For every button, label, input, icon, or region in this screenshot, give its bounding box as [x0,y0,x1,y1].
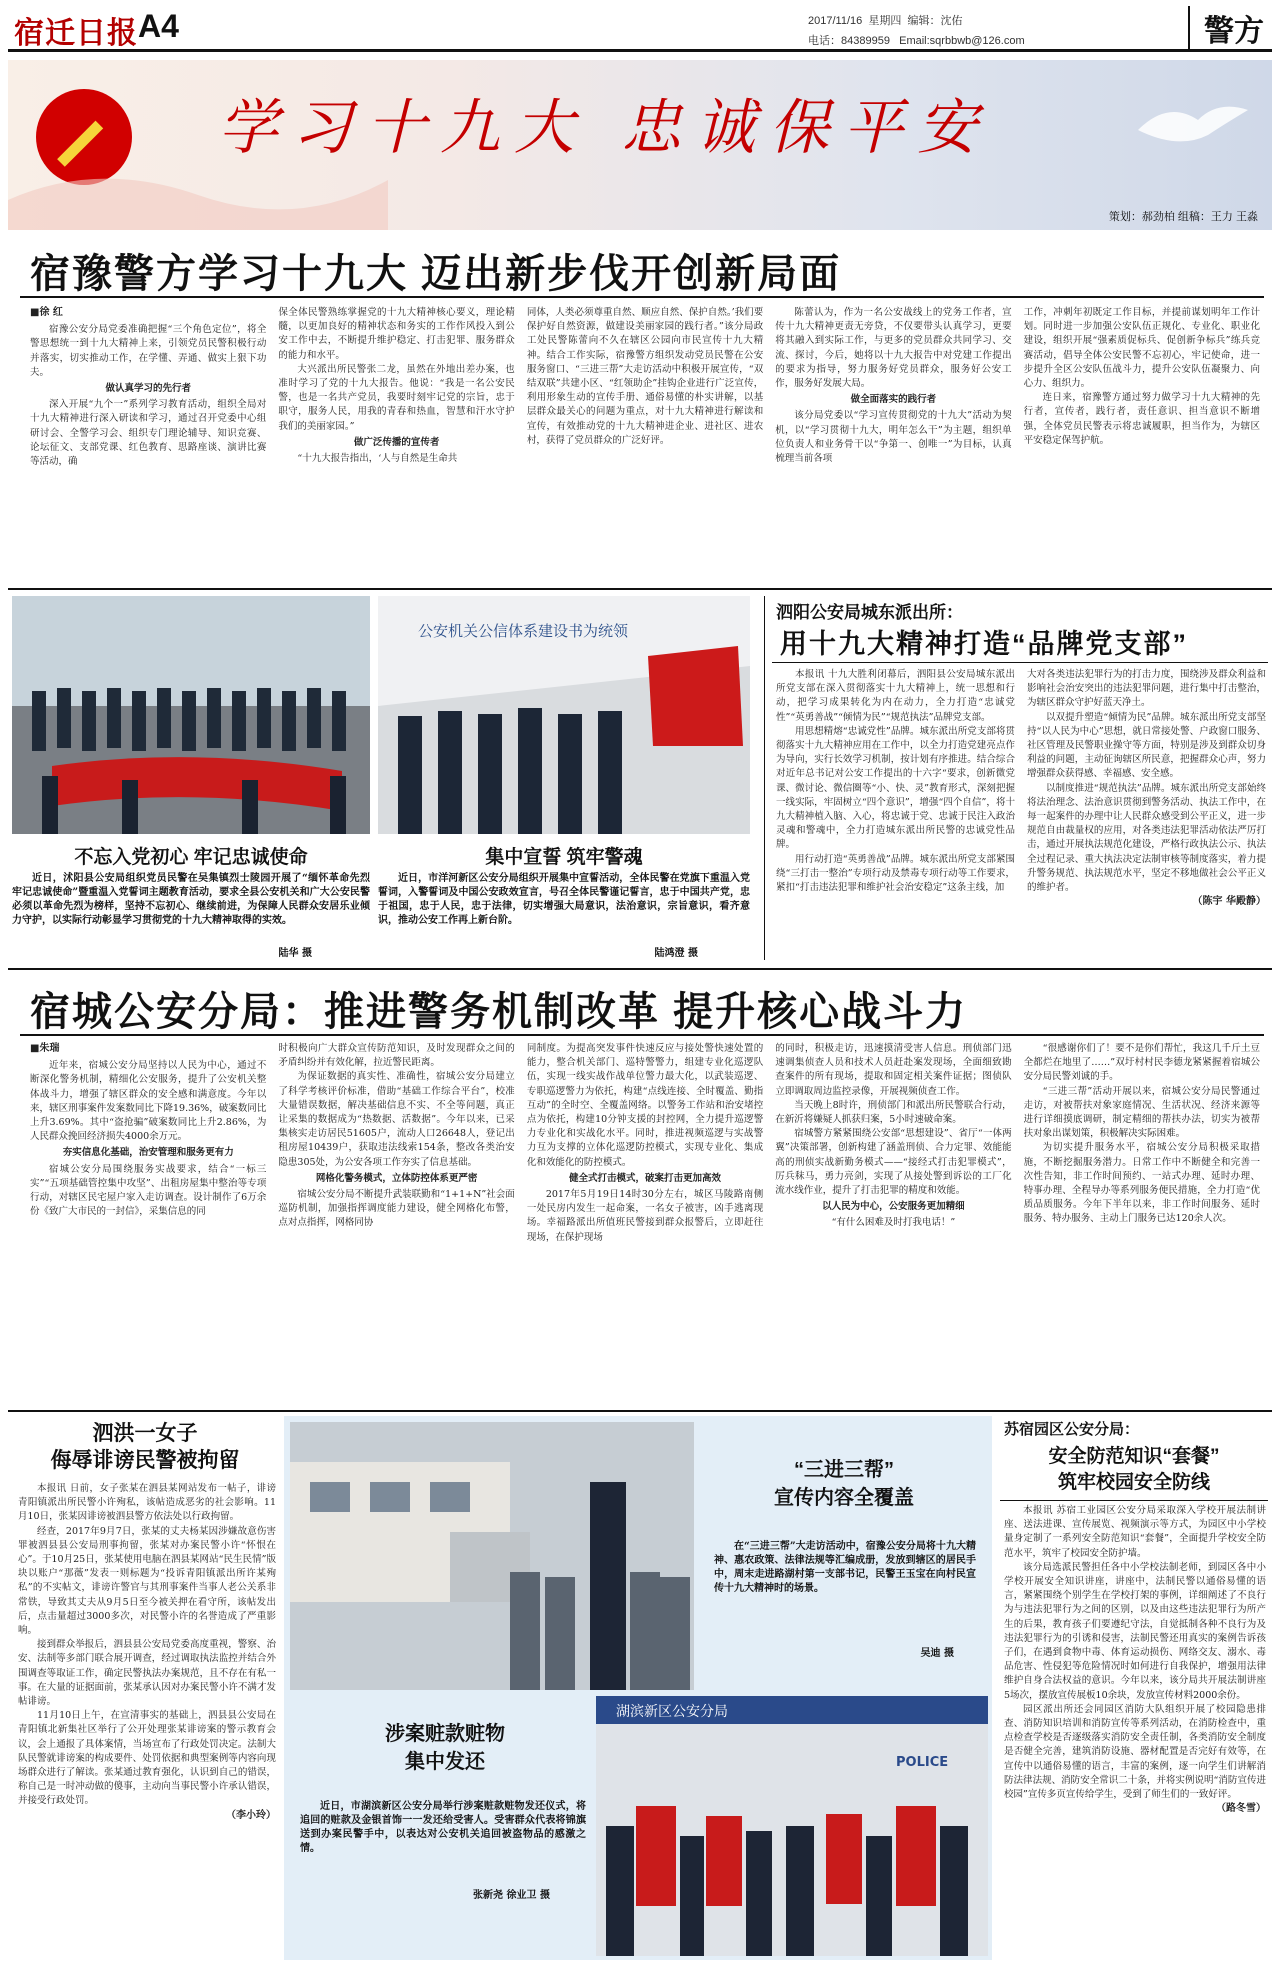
photo-oath-memorial [12,596,370,834]
paragraph: 近年来，宿城公安分局坚持以人民为中心，通过不断深化警务机制，精细化公安服务，提升了公安机关整体战斗力，增强了辖区群众的安全感和满意度。今年以来，辖区刑事案件发案数同比下降19.36%，破案数同比上升3.69%。其中“盗抢骗”破案数同比上升2.86%，为人民群众挽回经济损失4000余万元。 [30,1060,267,1143]
article3-col5 [1024,1042,1260,1402]
photo-return-goods [596,1696,988,1956]
photo-sign-police-station: 湖滨新区公安分局 [616,1704,728,1720]
paragraph: 本报讯 十九大胜利闭幕后，泗阳县公安局城东派出所党支部在深入贯彻落实十九大精神上，统一思想和行动，把学习成果转化为内在动力，全力打造“忠诚党性”“英勇善战”“倾情为民”“规范执法”品牌党支部。 [776,669,1015,723]
photo2-credit: 陆鸿澄 摄 [654,948,698,959]
article3-col1 [30,1042,266,1402]
photo2-caption: 近日，市洋河新区公安分局组织开展集中宣誓活动，全体民警在党旗下重温入党誓词，入警誓词及中国公安政效宣言，号召全体民警谨记誓言，忠于中国共产党，忠于祖国，忠于人民，忠于法律，切实增强大局意识，法治意识，宗旨意识，看齐意识，推动公安工作再上新台阶。 [378,873,750,926]
article2-credit: （陈宇 华殿静） [1192,896,1266,908]
paragraph: 陈蕾认为，作为一名公安战线上的党务工作者，宣传十九大精神更责无旁贷，不仅要带头认真学习，更要将其融入到实际工作，与更多的党员群众共同学习、交流、探讨，今后，她将以十九大报告中对党建工作提出的要求为指导，努力服务好党员群众，服务好公安工作，服务好发展大局。 [775,307,1012,390]
article3-col2 [278,1042,514,1402]
photo-visit-village [290,1422,694,1690]
paragraph: 以双提升塑造“倾情为民”品牌。城东派出所党支部坚持“以人民为中心”思想，就日常接处警、户政窗口服务、社区管理及民警职业操守等方面，特别是涉及到群众切身利益的问题，主动征询辖区所民意，把握群众心声，努力增强群众获得感、幸福感、安全感。 [1027,711,1266,780]
article3-body [30,1042,1260,1402]
photo-oath-flag-image [378,596,750,834]
article5-kicker: 苏宿园区公安分局： [1004,1421,1140,1438]
article2-body [776,668,1266,958]
paragraph: 宿豫公安分局党委准确把握“三个角色定位”，将全警思想统一到十九大精神上来，引领党员民警积极行动并落实，切实推动工作，在学懂、弄通、做实上狠下功夫。 [30,324,267,378]
banner-slogan: 学习十九大 忠诚保平安 [218,93,992,163]
paragraph: 2017年5月19日14时30分左右，城区马陵路南侧一处民房内发生一起命案，一名女子被害，凶手逃离现场。幸福路派出所值班民警接到群众报警后，立即赶往现场，在保护现场 [526,1189,764,1243]
subheading: 做全面落实的践行者 [850,394,937,406]
photo2-title: 集中宣誓 筑牢警魂 [485,847,643,868]
paragraph: 宿城警方紧紧围绕公安部“思想建设”、省厅“一体两翼”决策部署，创新构建了涵盖刑侦、合力定罪、效能能高的刑侦实战新勤务模式——“接经式打击犯罪模式”，厉兵秣马，勇力亮剑，实现了从接处警到诉讼的工厂化流水线作业，提升了打击犯罪的精度和效能。 [775,1128,1012,1197]
banner-credit: 策划：郝劲柏 组稿：王力 王淼 [1108,211,1258,223]
photo3-title: “三进三帮” 宣传内容全覆盖 [774,1459,914,1509]
paragraph: 11月10日上午，在宣清事实的基础上，泗县县公安局在青阳镇北新集社区举行了公开处理张某诽谤案的警示教育会议，会上通报了具体案情，当场宣布了行政处罚决定。法制大队民警就诽谤案的构成要件、处罚依据和典型案例等内容向现场群众进行了解读。张某通过教育强化，认识到自己的错误，称自己是一时冲动做的傻事，主动向当事民警小许承认错误，并接受行政处罚。 [18,1710,276,1807]
rule [20,1034,1264,1036]
photo4-caption: 近日，市湖滨新区公安分局举行涉案赃款赃物发还仪式，将追回的赃款及金银首饰一一发还给受害人。受害群众代表将锦旗送到办案民警手中，以表达对公安机关追回被盗物品的感激之情。 [300,1801,586,1854]
article3-col4 [775,1042,1011,1402]
dove-icon [1128,80,1258,160]
paragraph: 宿城公安分局不断提升武装联勤和“1+1+N”社会面巡防机制，加强指挥调度能力建设，健全网格化布警，点对点指挥，网格同协 [278,1189,515,1229]
article2-title: 用十九大精神打造“品牌党支部” [780,629,1188,659]
article4-body [18,1482,276,1958]
photo4-title: 涉案赃款赃物 集中发还 [385,1723,505,1773]
rule [20,296,1264,298]
rule [8,968,1272,970]
paragraph: 园区派出所还会同园区消防大队组织开展了校园隐患排查、消防知识培训和消防宣传等系列活动，在消防检查中，重点检查学校是否逐级落实消防安全责任制，各类消防安全制度是否健全完善，建筑消防设施、器材配置是否完好有效等，在宣传中以通俗易懂的语言，丰富的案例，逐一向学生们讲解消防法律法规、消防安全常识二十条，并将实例说明“消防宣传进校园”宣传多页宣传给学生，受到了师生们的一致好评。 [1004,1703,1266,1801]
dateline [808,12,963,28]
paragraph: 为切实提升服务水平，宿城公安分局积极采取措施，不断挖掘服务潜力。日常工作中不断健全和完善一次性告知，非工作时间预约、一站式办理、延时办理、特事办理、全程导办等系列服务便民措施，全力打造“优质品质服务。今年下半年以来，非工作时间服务、延时服务、特办服务、主动上门服务已达120余人次。 [1023,1142,1261,1225]
paragraph: 本报讯 苏宿工业园区公安分局采取深入学校开展法制讲座、送法进课、宣传展览、视频演示等方式，为园区中小学校量身定制了一系列安全防范知识“套餐”，全面提升学校安全防范水平，筑牢了校园安全防护墙。 [1004,1505,1266,1559]
paragraph: 接到群众举报后，泗县县公安局党委高度重视，警察、治安、法制等多部门联合展开调查，经过调取执法监控并结合外围调查等取证工作，确定民警执法办案规范，且不存在有私一事。在大量的证据面前，张某承认因对办案民警小许不满才发帖诽谤。 [18,1639,276,1708]
article4-title: 泗洪一女子 侮辱诽谤民警被拘留 [50,1422,240,1472]
contact-line [808,32,1025,48]
page-number: A4 [138,8,179,44]
photo-sign-text: 公安机关公信体系建设书为统领 [418,622,629,640]
paragraph: “很感谢你们了！要不是你们帮忙，我这几千斤土豆全都烂在地里了……”双圩村村民李德龙紧紧握着宿城公安分局民警刘诚的手。 [1023,1043,1261,1083]
photo3-caption: 在“三进三帮”大走访活动中，宿豫公安分局将十九大精神、惠农政策、法律法规等汇编成册，发放到辖区的居民手中，周末走进路湖村第一支部书记，民警王玉宝在向村民宣传十九大精神时的场景。 [714,1541,976,1594]
article5-credit: （路冬雪） [1216,1803,1266,1815]
email: Email:sqrbbwb@126.com [899,35,1025,47]
article1-title: 宿豫警方学习十九大 迈出新步伐开创新局面 [30,252,842,296]
photo1-title: 不忘入党初心 牢记忠诚使命 [74,847,308,868]
article2-col1 [776,668,1015,958]
article2-col2 [1027,668,1266,958]
paragraph: 该分局选派民警担任各中小学校法制老师，到园区各中小学校开展安全知识讲座，讲座中，法制民警以通俗易懂的语言，紧紧围绕个别学生在学校打架的事例，详细阐述了不良行为与违法犯罪行为之间的区别，以及由这些违法犯罪行为所产生的后果，教育孩子们要遵纪守法，自觉抵制各种不良行为及违法犯罪行为的引诱和侵害，法制民警还用真实的案例告诉孩子们，在遇到食物中毒、体育运动损伤、网络交友、溺水、毒品危害、性侵犯等危险情况时如何进行自我保护，增强用法律维护自身合法权益的意识。今年以来，该分局共开展法制讲座5场次，摆放宣传展板10余块，发放宣传材料2000余份。 [1004,1561,1266,1701]
paragraph: 用思想精熔“忠诚党性”品牌。城东派出所党支部将贯彻落实十九大精神应用在工作中，以全力打造党建亮点作为导向，实行长效学习机制，按计划有序推进。结合综合对近年总书记对公安工作提出的十六字“要求，创新微党课、微讨论、微信圈等“小、快、灵”教育形式，深刻把握一线实际，牢固树立“四个意识”，增强“四个自信”，将十九大精神植入脑、入心，将忠诚于党、忠诚于民注入政治灵魂和警魂中，全力打造城东派出所民警的忠诚党性品牌。 [776,725,1015,851]
article3-col3 [527,1042,763,1402]
paragraph: 大兴派出所民警张二龙，虽然在外地出差办案，也准时学习了党的十九大报告。他说：“我是一名公安民警，也是一名共产党员，我要时刻牢记党的宗旨，忠于职守，服务人民，用我的青春和热血，智慧和汗水守护我们的美丽家园。” [278,363,515,432]
paragraph: 工作，冲刺年初既定工作目标，并提前谋划明年工作计划。同时进一步加强公安队伍正规化、专业化、职业化建设，组织开展“强素质促标兵、促创新争标兵”练兵竞赛活动，倡导全体公安民警不忘初心，牢记使命，进一步提升全区公安队伍战斗力，提升公安队伍凝聚力、向心力、组织力。 [1023,307,1261,390]
article5-body [1004,1504,1266,1960]
column-rule [764,596,765,960]
paragraph: “十九大报告指出，‘人与自然是生命共 [297,453,458,465]
rule [8,1410,1272,1412]
article5-title: 安全防范知识“套餐” 筑牢校园安全防线 [1048,1446,1220,1493]
rule [772,662,1268,663]
rule [8,588,1272,590]
paragraph: 经查，2017年9月7日，张某的丈夫杨某因涉嫌故意伤害罪被泗县县公安局刑事拘留，张某对办案民警小许“怀恨在心”。于10月25日，张某使用电脑在泗县某网站“民生民情”版块以账户“那薇”发表一则标题为“投诉青阳镇派出所许某殉私”的不实帖文，诽谤许警官与其刑事案件当事人老公关系非常铁，导致其丈夫从9月5日至今被关押在看守所，该帖发出后，点击量超过3000多次，对民警小许的名誉造成了严重影响。 [18,1525,276,1637]
article1-col4 [775,306,1011,634]
photo-oath-flag [378,596,750,834]
paragraph: 宿城公安分局围绕服务实战要求，结合“一标三实”“五项基础管控集中攻坚”、出租房屋集中整治等专项行动，对辖区民宅屋户家入走访调查。设计制作了6万余份《致广大市民的一封信》，采集信息的同 [30,1163,267,1218]
subheading: 以人民为中心，公安服务更加精细 [822,1201,965,1213]
article3-title: 宿城公安分局：推进警务机制改革 提升核心战斗力 [30,990,968,1034]
rule [1000,1500,1268,1501]
paragraph: 深入开展“九个一”系列学习教育活动，组织全局对十九大精神进行深入研读和学习，通过召开党委中心组研讨会、全警学习会、组织专门理论辅导、知识竞赛、论坛征文、支部党课、红色教育、思路座谈、演讲比赛等活动，确 [30,399,267,468]
photo3-credit: 吴迪 摄 [920,1648,954,1659]
paragraph: 为保证数据的真实性、准确性，宿城公安分局建立了科学考核评价标准，借助“基础工作综合平台”，校准大量错误数据，解决基础信息不实、不全等问题，真正让采集的数据成为“热数据、活数据”。今年以来，已采集核实走访居民51605户，流动人口26648人，登记出租房屋10439户，获取违法线索154条，整改各类治安隐患305处，为公安各项工作夯实了信息基础。 [278,1071,515,1168]
editor: 编辑：沈佑 [907,15,963,27]
paragraph: 本报讯 日前，女子张某在泗县某网站发布一帖子，诽谤青阳镇派出所民警小许殉私，该帖造成恶劣的社会影响。11月10日，张某因诽谤被泗县警方依法处以行政拘留。 [18,1483,276,1523]
subheading: 做认真学习的先行者 [105,383,191,395]
subheading: 做广泛传播的宣传者 [353,436,440,448]
paper-logo: 宿迁日报 [14,16,138,51]
paragraph: 用行动打造“英勇善战”品牌。城东派出所党支部紧围绕“三打击一整治”专项行动及禁毒专项行动等工作要求，紧扣“打击违法犯罪和维护社会治安稳定”这条主线，加 [776,853,1015,894]
photo-return-goods-image [596,1696,988,1956]
paragraph: 当天晚上8时许，刑侦部门和派出所民警联合行动，在新沂将嫌疑人抓获归案，5小时速破命案。 [775,1099,1012,1126]
subheading: 网格化警务模式，立体防控体系更严密 [315,1172,478,1184]
paragraph: 该分局党委以“学习宣传贯彻党的十九大”活动为契机，以“学习贯彻十九大，明年怎么干”为主题，组织单位负责人和业务骨干以“争第一、创唯一”为目标，认真梳理当前各项 [775,410,1012,465]
article1-byline: ■徐 红 [30,307,63,318]
article2-kicker: 泗阳公安局城东派出所： [776,603,963,622]
photo4-credit: 张新尧 徐业卫 摄 [473,1890,550,1901]
photo-sign-police: POLICE [896,1755,949,1770]
paragraph: 同体，人类必须尊重自然、顺应自然、保护自然。’我们要保护好自然资源，做建设美丽家园的践行者。”该分局政工处民警陈蕾向不久在辖区公园向市民宣传十九大精神。结合工作实际，宿豫警方组织发动党员民警在公安服务窗口、“三进三帮”大走访活动中积极开展宣传，“双结双联”共建小区、“红领助企”挂钩企业进行广泛宣传，利用形象生动的宣传手册、通俗易懂的朴实讲解，以基层群众最关心的问题为重点，对十九大精神进行解读和宣传，有效推动党的十九大精神进企业、进社区、进农村，获得了党员群众的广泛好评。 [526,307,764,446]
paragraph: 连日来，宿豫警方通过努力做学习十九大精神的先行者，宣传者，践行者，责任意识、担当意识不断增强，全体党员民警表示将忠诚履职，担当作为，为辖区平安稳定保驾护航。 [1023,392,1261,446]
paragraph: “三进三帮”活动开展以来，宿城公安分局民警通过走访，对被帮扶对象家庭情况、生活状况、经济来源等进行详细摸底调研，制定精细的帮扶办法，切实为被帮扶对象出谋划策，积极解决实际困难。 [1023,1085,1261,1140]
subheading: 夯实信息化基础，治安管理和服务更有力 [62,1147,234,1159]
banner [8,60,1272,230]
photo1-credit: 陆华 摄 [278,948,312,959]
paragraph: 的同时，积极走访，迅速摸清受害人信息。刑侦部门迅速调集侦查人员和技术人员赶赴案发现场，全面细致勘查案件的所有现场，提取和固定相关案件证据；图侦队立即调取周边监控录像，开展视频侦查工作。 [775,1043,1012,1097]
article1-body [30,306,1260,634]
article1-col3 [527,306,763,634]
article1-col5 [1024,306,1260,634]
paragraph: 大对各类违法犯罪行为的打击力度，围绕涉及群众利益和影响社会治安突出的违法犯罪问题，进行集中打击整治，为辖区群众守护好蓝天净土。 [1027,669,1266,709]
article1-col1 [30,306,266,634]
paragraph: 同制度。为提高突发事件快速反应与接处警快速处置的能力，整合机关部门、巡特警警力，组建专业化巡逻队伍，实现一线实战作战单位警力最大化，以武装巡逻、专职巡逻警力为依托，构建“点线连接、全时覆盖、勤指互动”的全时空、全覆盖网络。以警务工作站和治安堵控点为依托，构建10分钟支援的封控网，全力提升巡逻警力专业化和实战化水平。同时，推进视频巡逻与实战警力互为支撑的立体化巡逻防控模式，实现专业化、集成化和效能化的防控模式。 [526,1043,764,1168]
article3-byline: ■朱瑞 [30,1043,60,1054]
section-name: 警方 [1188,6,1264,50]
article4-credit: （李小玲） [226,1809,276,1821]
masthead [8,4,1272,52]
paragraph: 保全体民警熟练掌握党的十九大精神核心要义，理论精髓，以更加良好的精神状态和务实的工作作风投入到公安工作中去，不断提升维护稳定、打击犯罪、服务群众的能力和水平。 [278,307,515,361]
subheading: 健全式打击模式，破案打击更加高效 [569,1172,722,1184]
issue-date: 2017/11/16 [808,15,863,27]
photo-visit-village-image [290,1422,694,1690]
article1-col2 [278,306,514,634]
photo-oath-memorial-image [12,596,370,834]
paragraph: 时积极向广大群众宣传防范知识，及时发现群众之间的矛盾纠纷并有效化解，拉近警民距离。 [278,1043,515,1069]
weekday: 星期四 [868,15,902,27]
paragraph: 以制度推进“规范执法”品牌。城东派出所党支部始终将法治理念、法治意识贯彻到警务活动、执法工作中，在每一起案件的办理中让人民群众感受到公平正义，进一步规范自由裁量权的应用，对各类违法犯罪活动依法严厉打击，通过开展执法规范化建设，严格行政执法公示、执法全过程记录、重大执法决定法制审核等制度落实，着力提升警务规范、执法规范水平，坚定不移地做社会公平正义的维护者。 [1027,782,1266,894]
phone: 电话：84389959 [808,35,890,47]
photo1-caption: 近日，沭阳县公安局组织党员民警在吴集镇烈士陵园开展了“缅怀革命先烈 牢记忠诚使命”暨重温入党誓词主题教育活动，要求全县公安机关和广大公安民警必须以革命先烈为榜样，坚持不忘初心、继续前进，为保障人民群众安居乐业倾力守护，以实际行动彰显学习贯彻党的十九大精神取得的实效。 [12,873,370,926]
subheading-quote: “有什么困难及时打我电话！” [831,1217,956,1229]
